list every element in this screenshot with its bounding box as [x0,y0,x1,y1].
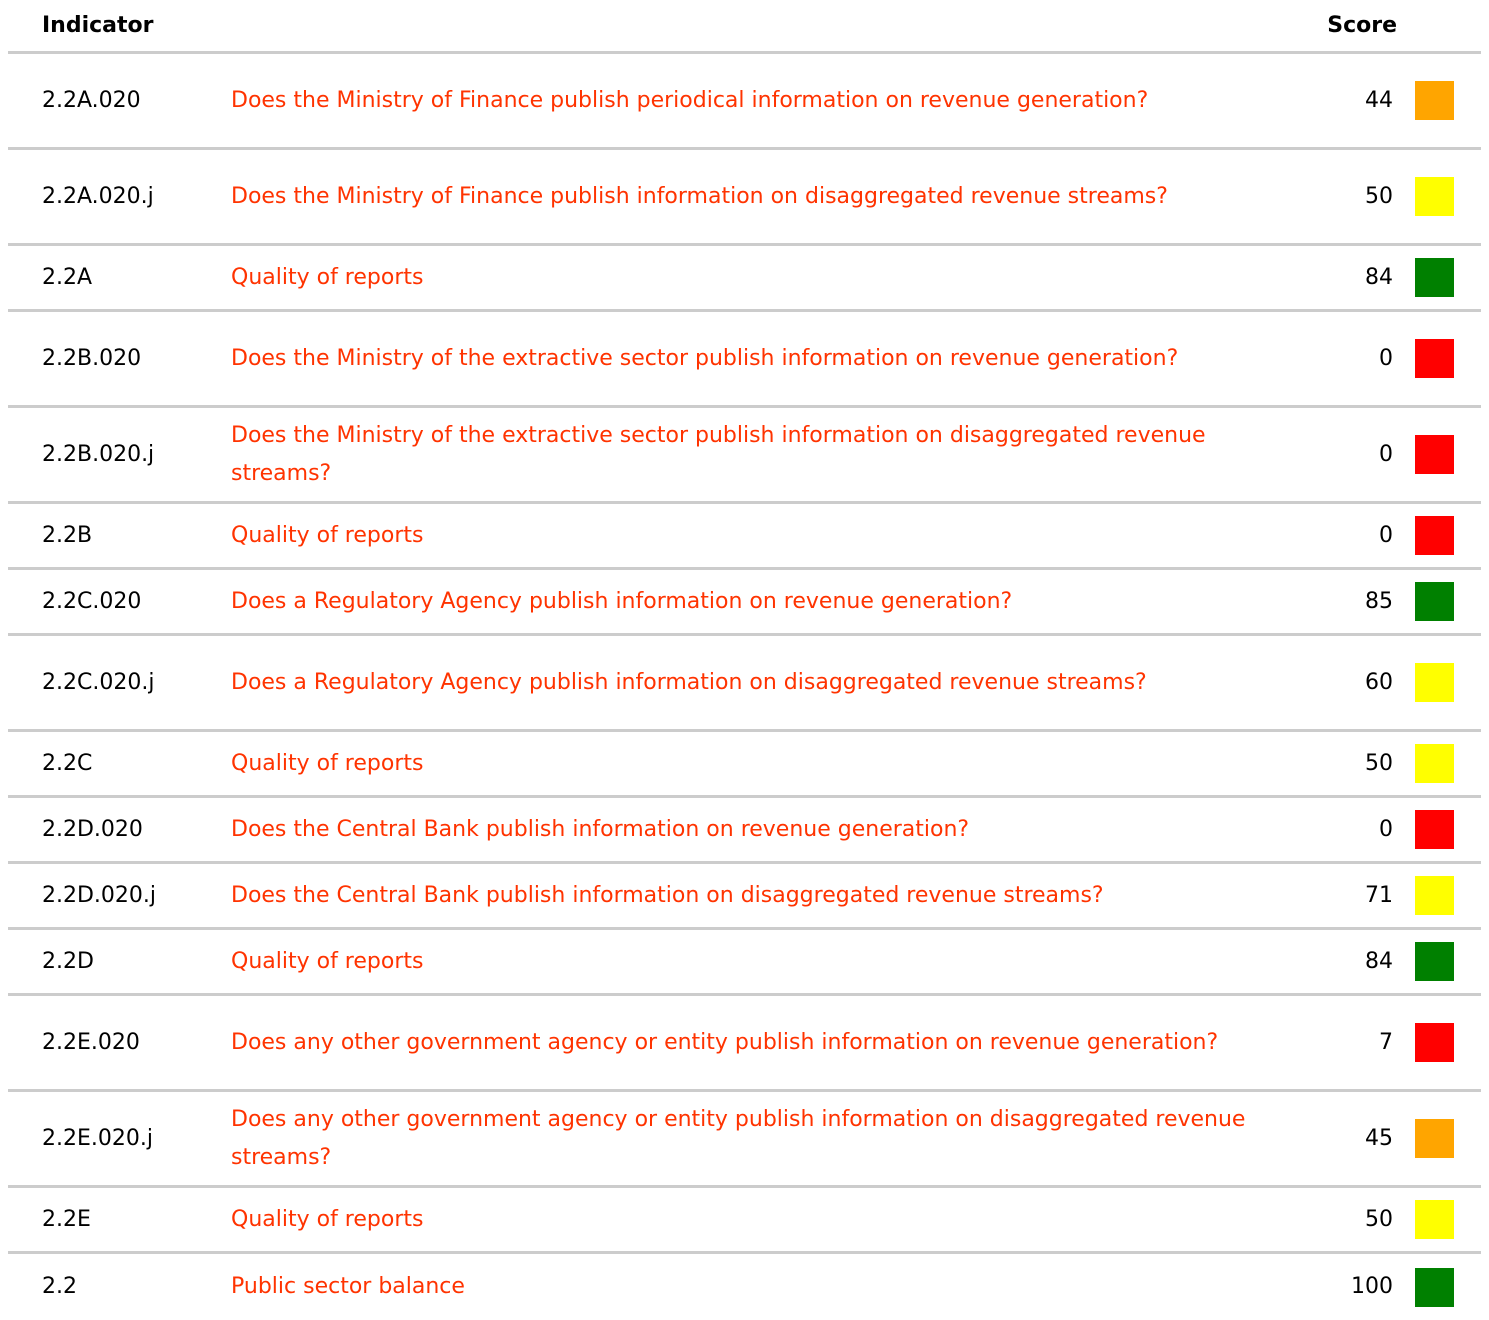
score-color-indicator [1415,516,1454,555]
indicator-description [231,1201,1295,1239]
score-color-indicator [1415,1119,1454,1158]
indicator-code: 2.2B.020.j [42,441,155,467]
table-row [8,246,1481,312]
indicator-code: 2.2D.020.j [42,882,157,908]
score-color-indicator [1415,942,1454,981]
score-color-indicator [1415,876,1454,915]
score-value: 71 [1365,882,1393,908]
indicator-description [231,583,1295,621]
indicator-code: 2.2E.020.j [42,1125,153,1151]
table-row [8,312,1481,408]
indicator-description [231,943,1295,981]
score-value: 100 [1351,1274,1393,1299]
indicator-link[interactable]: Quality of reports [231,264,424,290]
table-row [8,930,1481,996]
indicator-column-header: Indicator [42,13,154,38]
indicator-link[interactable]: Does a Regulatory Agency publish information on revenue generation? [231,588,1013,614]
table-row [8,408,1481,504]
indicator-code: 2.2C.020.j [42,669,155,695]
score-value: 0 [1379,816,1393,842]
table-row [8,636,1481,732]
indicator-code: 2.2D [42,948,94,974]
score-color-indicator [1415,744,1454,783]
score-color-indicator [1415,1268,1454,1307]
table-row [8,1188,1481,1254]
indicator-link[interactable]: Quality of reports [231,948,424,974]
indicator-code: 2.2A.020 [42,87,141,113]
indicator-description [231,1268,1295,1306]
indicator-link[interactable]: Quality of reports [231,1206,424,1232]
score-color-indicator [1415,339,1454,378]
table-row [8,1254,1481,1320]
indicator-description [231,664,1295,702]
indicator-link[interactable]: Does the Central Bank publish information on disaggregated revenue streams? [231,882,1104,908]
indicator-link[interactable]: Quality of reports [231,522,424,548]
table-row [8,996,1481,1092]
indicator-code: 2.2B.020 [42,345,142,371]
table-row [8,798,1481,864]
table-row [8,504,1481,570]
indicator-description [231,877,1295,915]
indicator-description [231,1024,1295,1062]
indicator-description [231,259,1295,297]
indicator-code: 2.2C [42,750,93,776]
indicator-code: 2.2 [42,1274,77,1299]
score-color-indicator [1415,1023,1454,1062]
indicator-link[interactable]: Public sector balance [231,1274,465,1299]
indicator-code: 2.2E [42,1206,91,1232]
score-value: 0 [1379,441,1393,467]
indicator-description [231,340,1295,378]
score-table [8,0,1481,1320]
score-value: 60 [1365,669,1393,695]
score-color-indicator [1415,582,1454,621]
indicator-code: 2.2A.020.j [42,183,154,209]
indicator-description [231,517,1295,555]
score-value: 0 [1379,522,1393,548]
score-column-header: Score [1327,13,1397,38]
score-color-indicator [1415,663,1454,702]
indicator-code: 2.2E.020 [42,1029,140,1055]
score-color-indicator [1415,177,1454,216]
indicator-link[interactable]: Does the Ministry of Finance publish periodical information on revenue generation? [231,87,1149,113]
indicator-link[interactable]: Quality of reports [231,750,424,776]
table-row [8,570,1481,636]
indicator-description [231,178,1295,216]
indicator-code: 2.2C.020 [42,588,142,614]
indicator-description [231,811,1295,849]
indicator-code: 2.2B [42,522,93,548]
table-row [8,732,1481,798]
indicator-code: 2.2D.020 [42,816,143,842]
score-value: 85 [1365,588,1393,614]
table-header [8,0,1481,54]
indicator-description [231,1101,1295,1177]
score-value: 45 [1365,1125,1393,1151]
table-row [8,864,1481,930]
score-color-indicator [1415,81,1454,120]
indicator-description [231,82,1295,120]
indicator-link[interactable]: Does any other government agency or entity publish information on disaggregated revenue streams? [231,1106,1246,1170]
indicator-link[interactable]: Does any other government agency or entity publish information on revenue generation? [231,1029,1219,1055]
score-color-indicator [1415,435,1454,474]
indicator-link[interactable]: Does the Ministry of Finance publish information on disaggregated revenue streams? [231,183,1168,209]
indicator-link[interactable]: Does the Central Bank publish information on revenue generation? [231,816,970,842]
table-row [8,54,1481,150]
indicator-link[interactable]: Does the Ministry of the extractive sector publish information on disaggregated revenue streams? [231,422,1206,486]
score-value: 0 [1379,345,1393,371]
indicator-code: 2.2A [42,264,93,290]
score-value: 7 [1379,1029,1393,1055]
table-row [8,150,1481,246]
score-value: 84 [1365,948,1393,974]
score-color-indicator [1415,810,1454,849]
table-row [8,1092,1481,1188]
score-value: 84 [1365,264,1393,290]
indicator-link[interactable]: Does a Regulatory Agency publish information on disaggregated revenue streams? [231,669,1147,695]
indicator-link[interactable]: Does the Ministry of the extractive sector publish information on revenue generation? [231,345,1179,371]
score-value: 44 [1365,87,1393,113]
score-value: 50 [1365,183,1393,209]
indicator-description [231,417,1295,493]
score-color-indicator [1415,1200,1454,1239]
score-value: 50 [1365,750,1393,776]
score-value: 50 [1365,1206,1393,1232]
score-color-indicator [1415,258,1454,297]
indicator-description [231,745,1295,783]
